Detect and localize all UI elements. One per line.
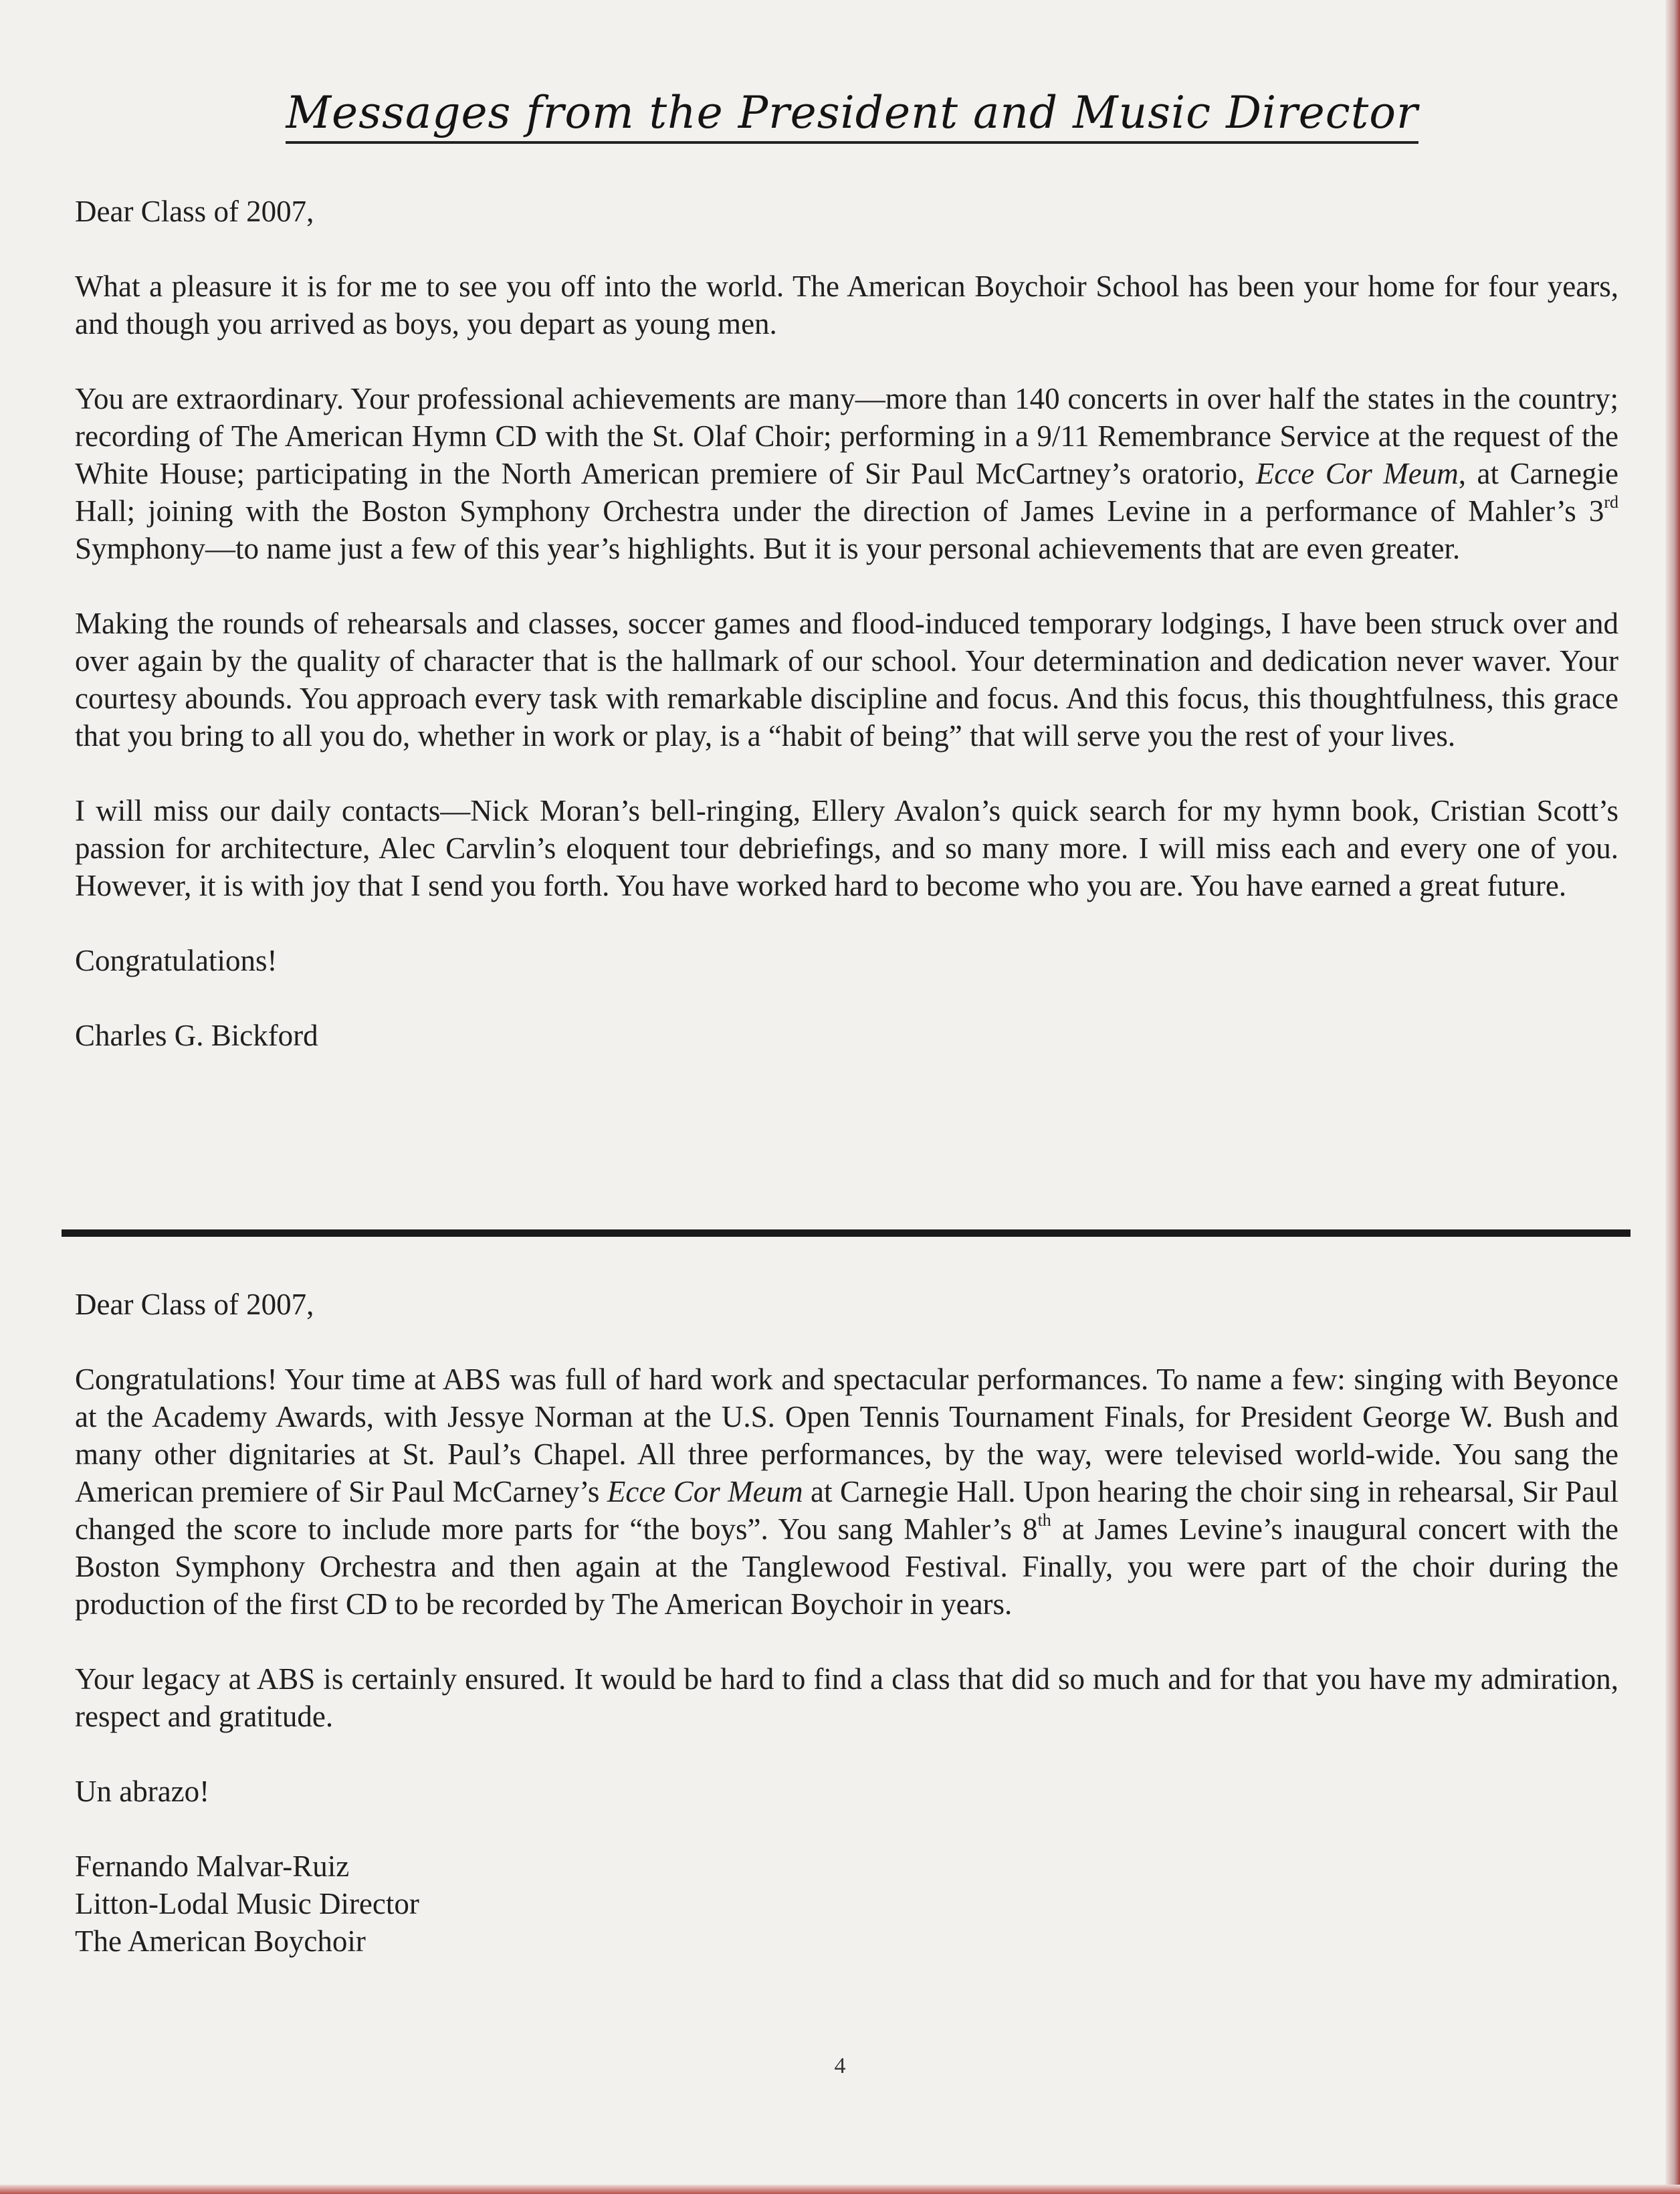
director-p1-text-c: at James Levine’s inaugural concert with the Boston Symphony Orchestra and then again at the Tanglewood Festival. Finally, you were part of the choir during the production of the first CD to be recorded by The American Boychoir in years. xyxy=(75,1512,1618,1621)
president-p2-superscript: rd xyxy=(1604,492,1618,512)
director-p1-superscript: th xyxy=(1037,1510,1051,1530)
president-paragraph-1: What a pleasure it is for me to see you off into the world. The American Boychoir School has been your home for four years, and though you arrived as boys, you depart as young men. xyxy=(75,270,1618,340)
director-closing: Un abrazo! xyxy=(75,1775,210,1808)
president-salutation: Dear Class of 2007, xyxy=(75,195,314,228)
director-signature-title: Litton-Lodal Music Director xyxy=(75,1887,419,1920)
director-salutation: Dear Class of 2007, xyxy=(75,1288,314,1321)
president-signature: Charles G. Bickford xyxy=(75,1019,318,1052)
director-signature-org: The American Boychoir xyxy=(75,1924,366,1958)
president-p2-work-title: Ecce Cor Meum xyxy=(1255,457,1459,490)
president-paragraph-4: I will miss our daily contacts—Nick Moran’s bell-ringing, Ellery Avalon’s quick search for my hymn book, Cristian Scott’s passion for architecture, Alec Carvlin’s eloquent tour debriefings, and so many more. I will miss each and every one of you. However, it is with joy that I send you forth. You have worked hard to become who you are. You have earned a great future. xyxy=(75,794,1618,902)
page-title: Messages from the President and Music Director xyxy=(286,87,1418,144)
president-p2-text-b: , at Carnegie Hall; joining with the Boston Symphony Orchestra under the direction of James Levine in a performance of Mahler’s 3 xyxy=(75,457,1618,528)
page-number: 4 xyxy=(834,2054,846,2078)
president-p2-text-a: You are extraordinary. Your professional achievements are many—more than 140 concerts in over half the states in the country; recording of The American Hymn CD with the St. Olaf Choir; performing in a 9/11 Remembrance Service at the request of the White House; participating in the North American premiere of Sir Paul McCartney’s oratorio, xyxy=(75,382,1618,490)
president-paragraph-3: Making the rounds of rehearsals and classes, soccer games and flood-induced temporary lodgings, I have been struck over and over again by the quality of character that is the hallmark of our school. Your determination and dedication never waver. Your courtesy abounds. You approach every task with remarkable discipline and focus. And this focus, this thoughtfulness, this grace that you bring to all you do, whether in work or play, is a “habit of being” that will serve you the rest of your lives. xyxy=(75,607,1618,753)
title-block xyxy=(0,87,1680,144)
director-message xyxy=(75,1286,1618,1960)
page-edge-bottom xyxy=(0,2185,1680,2194)
director-p1-text-b: at Carnegie Hall. Upon hearing the choir sing in rehearsal, Sir Paul changed the score to include more parts for “the boys”. You sang Mahler’s 8 xyxy=(75,1475,1618,1546)
president-paragraph-2 xyxy=(75,380,1618,567)
president-message xyxy=(75,193,1618,1054)
section-divider xyxy=(62,1229,1631,1237)
page-edge-right xyxy=(1665,0,1680,2194)
president-closing: Congratulations! xyxy=(75,944,278,977)
director-paragraph-2: Your legacy at ABS is certainly ensured. It would be hard to find a class that did so much and for that you have my admiration, respect and gratitude. xyxy=(75,1662,1618,1733)
director-signature-name: Fernando Malvar-Ruiz xyxy=(75,1850,350,1883)
director-p1-work-title: Ecce Cor Meum xyxy=(607,1475,803,1508)
president-p2-text-c: Symphony—to name just a few of this year’s highlights. But it is your personal achievements that are even greater. xyxy=(75,532,1461,565)
director-p1-text-a: Congratulations! Your time at ABS was full of hard work and spectacular performances. To name a few: singing with Beyonce at the Academy Awards, with Jessye Norman at the U.S. Open Tennis Tournament Finals, for President George W. Bush and many other dignitaries at St. Paul’s Chapel. All three performances, by the way, were televised world-wide. You sang the American premiere of Sir Paul McCarney’s xyxy=(75,1363,1618,1508)
director-paragraph-1 xyxy=(75,1361,1618,1623)
